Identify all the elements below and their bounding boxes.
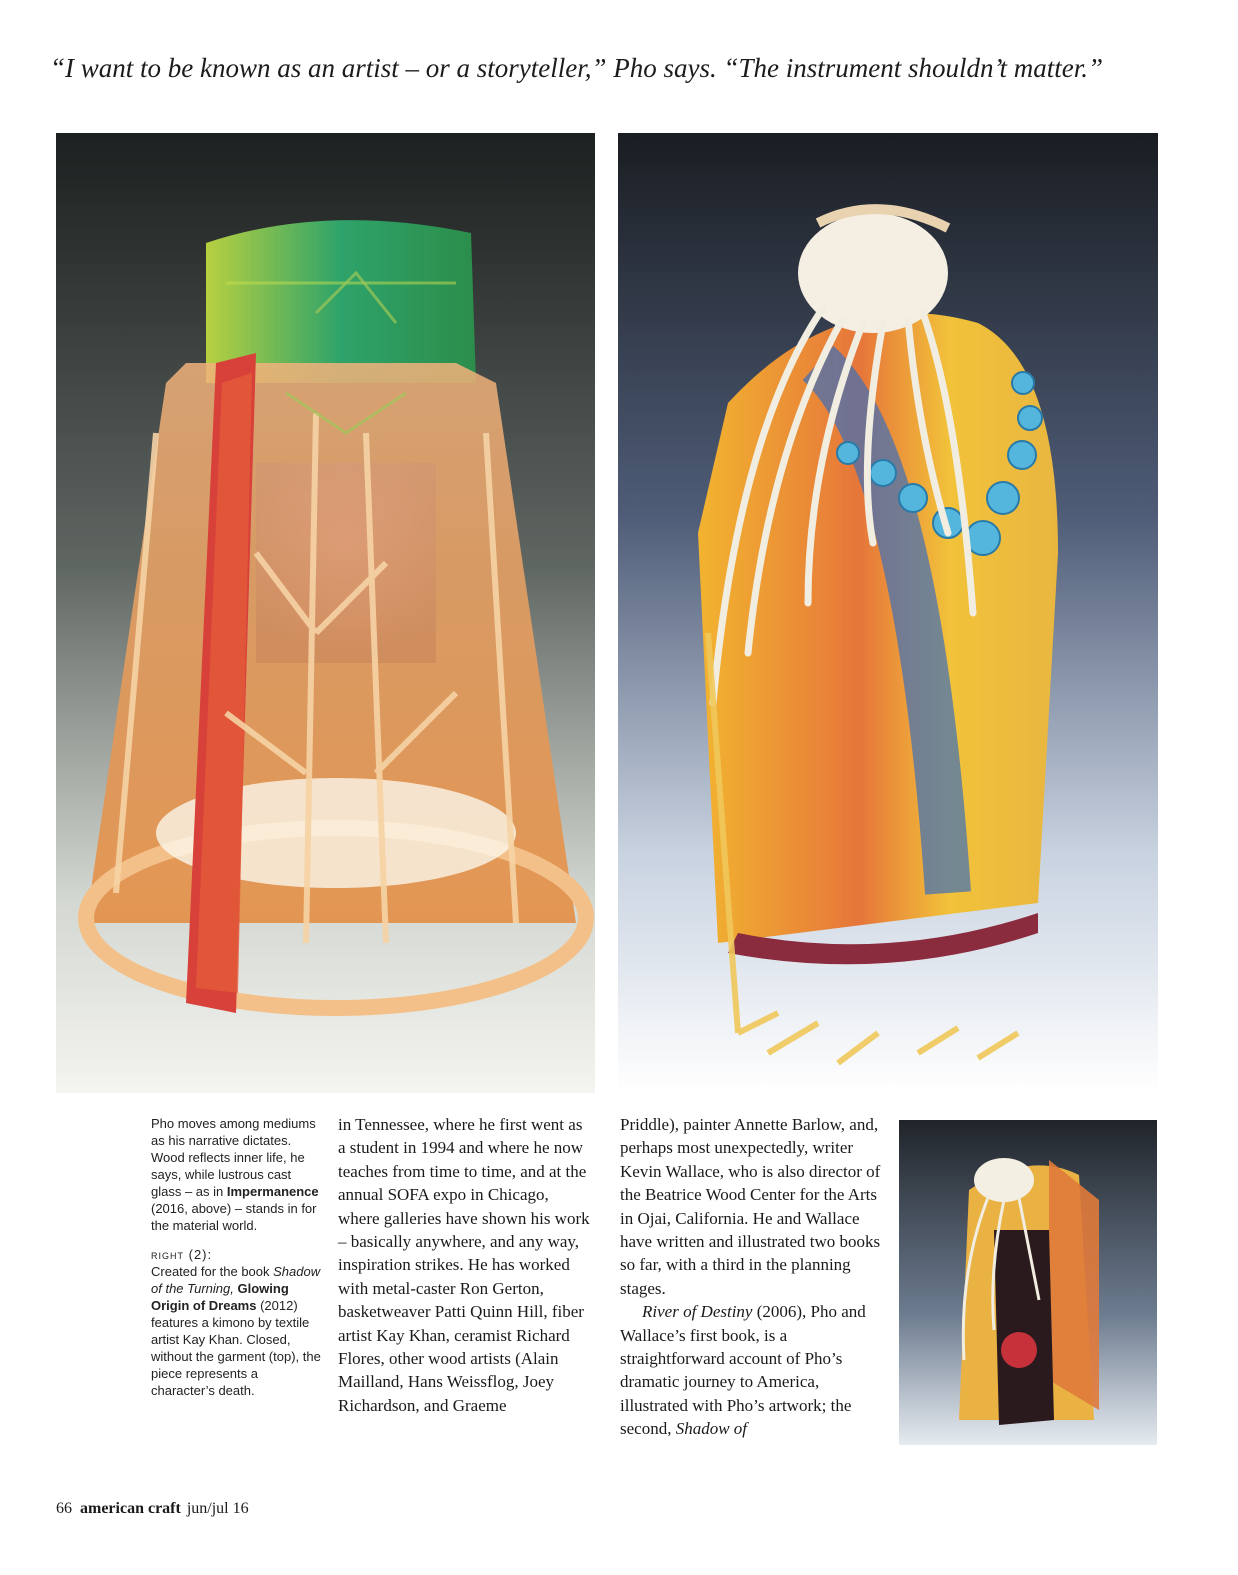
impermanence-photo xyxy=(56,133,595,1093)
body-paragraph: Priddle), painter Annette Barlow, and, perhaps most unexpectedly, writer Kevin Wallace, who is also director of the Beatrice Wood Center for the Arts in Ojai, California. He and Wallace have written and illustrated two books so far, with a third in the planning stages. xyxy=(620,1115,881,1298)
caption-artwork-title: Impermanence xyxy=(226,1184,319,1199)
body-column-1 xyxy=(338,1113,590,1417)
photo-caption xyxy=(151,1115,321,1411)
body-column-2 xyxy=(620,1113,882,1441)
body-paragraph: in Tennessee, where he first went as a student in 1994 and where he now teaches from time to time, and at the annual SOFA expo in Chicago, where galleries have shown his work – basically anywhere, and any way, inspiration strikes. He has worked with metal-caster Ron Gerton, basketweaver Patti Quinn Hill, fiber artist Kay Khan, ceramist Richard Flores, other wood artists (Alain Mailland, Hans Weissflog, Joey Richardson, and Graeme xyxy=(338,1115,590,1415)
glowing-origin-illustration xyxy=(618,133,1158,1093)
caption-credit-label: right (2): xyxy=(151,1247,213,1262)
pull-quote: “I want to be known as an artist – or a storyteller,” Pho says. “The instrument shouldn’t matter.” xyxy=(50,53,1104,83)
impermanence-illustration xyxy=(56,133,595,1093)
caption-book-title: Shadow of the Turning, xyxy=(151,1264,321,1296)
caption-paragraph-2: right (2): Created for the book Shadow of the Turning, Glowing Origin of Dreams (2012) features a kimono by textile artist Kay Khan. Closed, without the garment (top), the piece represents a character’s death. xyxy=(151,1247,321,1398)
book-title: Shadow of xyxy=(675,1419,748,1439)
glowing-origin-photo xyxy=(618,133,1158,1093)
caption-paragraph-1: Pho moves among mediums as his narrative dictates. Wood reflects inner life, he says, while lustrous cast glass – as in Impermanence (2016, above) – stands in for the material world. xyxy=(151,1116,319,1233)
book-title: River of Destiny xyxy=(642,1302,753,1322)
magazine-name: american craft xyxy=(80,1500,181,1517)
caption-artwork-title-2: Glowing Origin of Dreams xyxy=(151,1281,289,1313)
body-paragraph: River of Destiny (2006), Pho and Wallace’s first book, is a straightforward account of Pho’s dramatic journey to America, illustrated with Pho’s artwork; the second, Shadow of xyxy=(620,1302,866,1439)
kimono-illustration xyxy=(899,1120,1157,1445)
page-footer xyxy=(56,1500,249,1518)
kimono-photo xyxy=(899,1120,1157,1445)
issue-date: jun/jul 16 xyxy=(186,1500,249,1517)
page-number: 66 xyxy=(56,1500,72,1517)
